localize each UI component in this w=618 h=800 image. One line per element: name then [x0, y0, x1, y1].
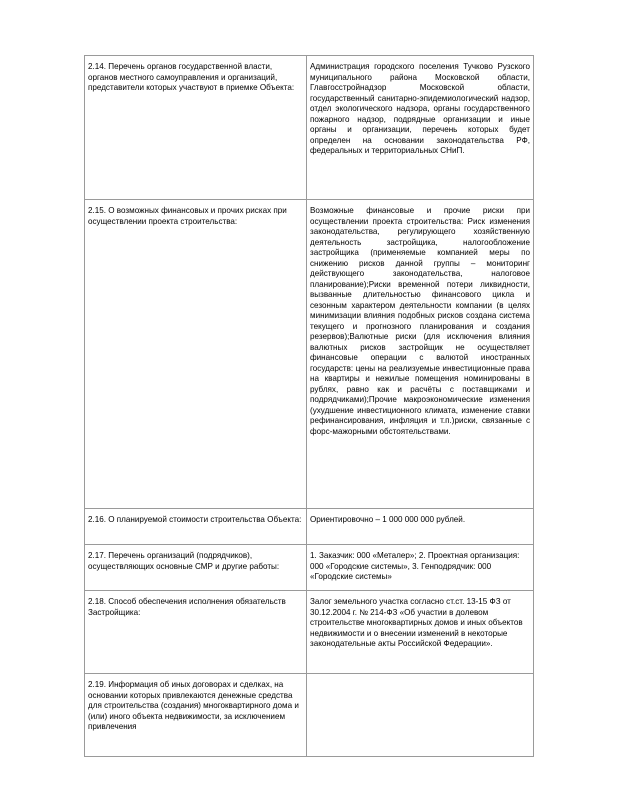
row-value: Залог земельного участка согласно ст.ст. 13-15 ФЗ от 30.12.2004 г. № 214-ФЗ «Об участии в долевом строительстве многоквартирных домов и иных объектов недвижимости и о внесении изменений в некоторые законодательные акты Российской Федерации». — [307, 591, 534, 674]
row-label: 2.18. Способ обеспечения исполнения обязательств Застройщика: — [85, 591, 307, 674]
row-value: Ориентировочно – 1 000 000 000 рублей. — [307, 509, 534, 545]
project-declaration-table — [84, 55, 534, 757]
table-row — [85, 545, 534, 591]
row-label: 2.17. Перечень организаций (подрядчиков), осуществляющих основные СМР и другие работы: — [85, 545, 307, 591]
row-label: 2.15. О возможных финансовых и прочих рисках при осуществлении проекта строительства: — [85, 200, 307, 509]
table-row — [85, 674, 534, 757]
row-label: 2.14. Перечень органов государственной власти, органов местного самоуправления и организаций, представители которых участвуют в приемке Объекта: — [85, 56, 307, 200]
row-value: Возможные финансовые и прочие риски при осуществлении проекта строительства: Риск изменения законодательства, регулирующего хозяйственную деятельность застройщика, налогообложение застройщика (применяемые компанией меры по снижению рисков данной группы – мониторинг действующего законодательства, налоговое планирование);Риски временной потери ликвидности, вызванные длительностью финансового цикла и сезонным характером деятельности компании (в целях минимизации влияния подобных рисков создана система текущего и прогнозного планирования и создания резервов);Валютные риски (для исключения влияния валютных рисков застройщик не осуществляет финансовые операции с валютой иностранных государств: цены на реализуемые инвестиционные права на квартиры и нежилые помещения номинированы в рублях, равно как и расчёты с поставщиками и подрядчиками);Прочие макроэкономические изменения (ухудшение инвестиционного климата, изменение ставки рефинансирования, инфляция и т.п.)риски, связанные с форс-мажорными обстоятельствами. — [307, 200, 534, 509]
row-label: 2.16. О планируемой стоимости строительства Объекта: — [85, 509, 307, 545]
row-value: 1. Заказчик: 000 «Металер»; 2. Проектная организация: 000 «Городские системы», 3. Генподрядчик: 000 «Городские системы» — [307, 545, 534, 591]
table-row — [85, 591, 534, 674]
row-label: 2.19. Информация об иных договорах и сделках, на основании которых привлекаются денежные средства для строительства (создания) многоквартирного дома и (или) иного объекта недвижимости, за исключением привлечения — [85, 674, 307, 757]
table-row — [85, 200, 534, 509]
row-value — [307, 674, 534, 757]
table-row — [85, 509, 534, 545]
row-value: Администрация городского поселения Тучково Рузского муниципального района Московской области, Главгосстройнадзор Московской области, государственный санитарно-эпидемиологический надзор, отдел экологического надзора, органы государственного пожарного надзор, подрядные организации и иные органы и организации, перечень которых будет определен на основании законодательства РФ, федеральных и территориальных СНиП. — [307, 56, 534, 200]
table-row — [85, 56, 534, 200]
